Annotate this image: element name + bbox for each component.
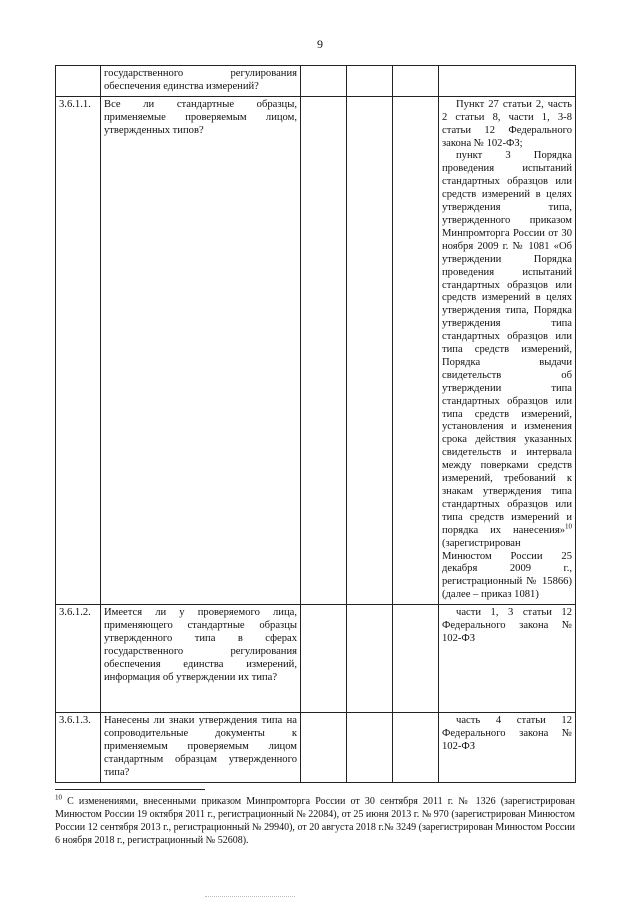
answer-na-cell [393,713,439,783]
footnote-divider [55,789,205,790]
table-row [56,66,576,97]
answer-no-cell [347,605,393,713]
question-text: Нанесены ли знаки утверждения типа на сопроводительные документы к применяемым проверяемым лицом стандартным образцам утвержденного типа? [101,713,301,783]
answer-yes-cell [301,66,347,97]
item-number: 3.6.1.3. [56,713,101,783]
answer-yes-cell [301,605,347,713]
answer-yes-cell [301,96,347,604]
reference-paragraph: Пункт 27 статьи 2, часть 2 статьи 8, части 1, 3-8 статьи 12 Федерального закона № 102-ФЗ; [442,98,572,149]
legal-reference: части 1, 3 статьи 12 Федерального закона № 102-ФЗ [439,605,576,713]
legal-reference [439,96,576,604]
scan-artifact [205,896,295,901]
page-number: 9 [317,37,323,51]
footnote [55,795,575,847]
answer-no-cell [347,713,393,783]
answer-yes-cell [301,713,347,783]
legal-reference: часть 4 статьи 12 Федерального закона № 102-ФЗ [439,713,576,783]
reference-paragraph: пункт 3 Порядка проведения испытаний стандартных образцов или средств измерений в целях утверждения типа, утвержденного приказом Минпромторга России от 30 ноября 2009 г. № 1081 «Об утверждении Порядка проведения испытаний стандартных образцов или средств измерений в целях утверждения типа, Порядка утверждения типа стандартных образцов или типа средств измерений, Порядка выдачи свидетельств об утверждении типа стандартных образцов или типа средств измерений, установления и изменения срока действия указанных свидетельств и интервала между поверками средств измерений, требований к знакам утверждения типа стандартных образцов или типа средств измерений и порядка их нанесения»$^{10}$ (зарегистрирован Минюстом России 25 декабря 2009 г., регистрационный № 15866) (далее – приказ 1081) [442,150,572,601]
answer-na-cell [393,605,439,713]
footnote-ref: 10 [565,522,572,531]
answer-na-cell [393,96,439,604]
question-text: государственного регулирования обеспечения единства измерений? [101,66,301,97]
question-text: Все ли стандартные образцы, применяемые проверяемым лицом, утвержденных типов? [101,96,301,604]
question-text: Имеется ли у проверяемого лица, применяющего стандартные образцы утвержденного типа в сферах государственного регулирования обеспечения единства измерений, информация об утверждении их типа? [101,605,301,713]
table-row [56,713,576,783]
answer-na-cell [393,66,439,97]
answer-no-cell [347,66,393,97]
footnote-mark: 10 [55,793,62,802]
requirements-table [55,65,576,783]
table-row [56,96,576,604]
table-row [56,605,576,713]
answer-no-cell [347,96,393,604]
footnote-text: С изменениями, внесенными приказом Минпромторга России от 30 сентября 2011 г. № 1326 (зарегистрирован Минюстом России 19 октября 2011 г., регистрационный № 22084), от 25 июня 2013 г. № 970 (зарегистрирован Минюстом России 12 сентября 2013 г., регистрационный № 29940), от 20 августа 2018 г.№ 3249 (зарегистрирован Минюстом России 6 ноября 2018 г., регистрационный № 52608). [55,796,575,846]
item-number [56,66,101,97]
item-number: 3.6.1.1. [56,96,101,604]
legal-reference [439,66,576,97]
item-number: 3.6.1.2. [56,605,101,713]
